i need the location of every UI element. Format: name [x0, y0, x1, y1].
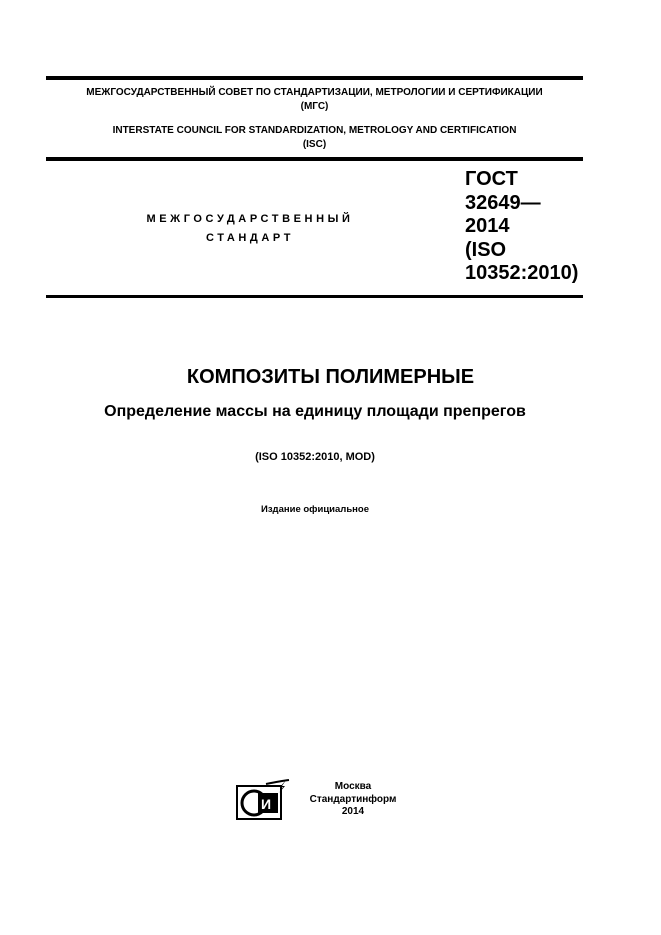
standard-type-line1: МЕЖГОСУДАРСТВЕННЫЙ: [146, 213, 354, 225]
bottom-rule: [46, 295, 583, 298]
edition-note: Издание официальное: [261, 504, 369, 515]
gost-line: 10352:2010): [465, 262, 579, 284]
document-subtitle: Определение массы на единицу площади препрегов: [104, 403, 526, 420]
gost-designation: [465, 168, 595, 286]
gost-line: 2014: [465, 215, 510, 237]
standartinform-logo-icon: [236, 779, 291, 821]
top-rule: [46, 76, 583, 80]
council-name-ru: [46, 86, 583, 114]
publisher-city: Москва: [334, 781, 372, 792]
gost-line: 32649—: [465, 191, 541, 214]
council-name-en: [46, 124, 583, 152]
council-name-ru-abbr: (МГС): [300, 101, 329, 112]
publication-year: 2014: [341, 806, 365, 817]
council-name-ru-line1: МЕЖГОСУДАРСТВЕННЫЙ СОВЕТ ПО СТАНДАРТИЗАЦИИ, МЕТРОЛОГИИ И СЕРТИФИКАЦИИ: [86, 87, 543, 98]
standard-type-line2: СТАНДАРТ: [205, 232, 295, 244]
svg-text:И: И: [260, 796, 272, 812]
council-name-en-abbr: (ISC): [302, 139, 327, 150]
gost-line: ГОСТ: [465, 168, 518, 190]
middle-rule: [46, 157, 583, 161]
publisher-block: [300, 781, 406, 819]
publisher-name: Стандартинформ: [309, 793, 397, 805]
gost-line: (ISO: [465, 238, 507, 261]
iso-reference: (ISO 10352:2010, MOD): [255, 451, 375, 463]
document-title: КОМПОЗИТЫ ПОЛИМЕРНЫЕ: [186, 366, 475, 388]
council-name-en-line1: INTERSTATE COUNCIL FOR STANDARDIZATION, METROLOGY AND CERTIFICATION: [112, 125, 517, 136]
standard-type: [100, 210, 400, 248]
